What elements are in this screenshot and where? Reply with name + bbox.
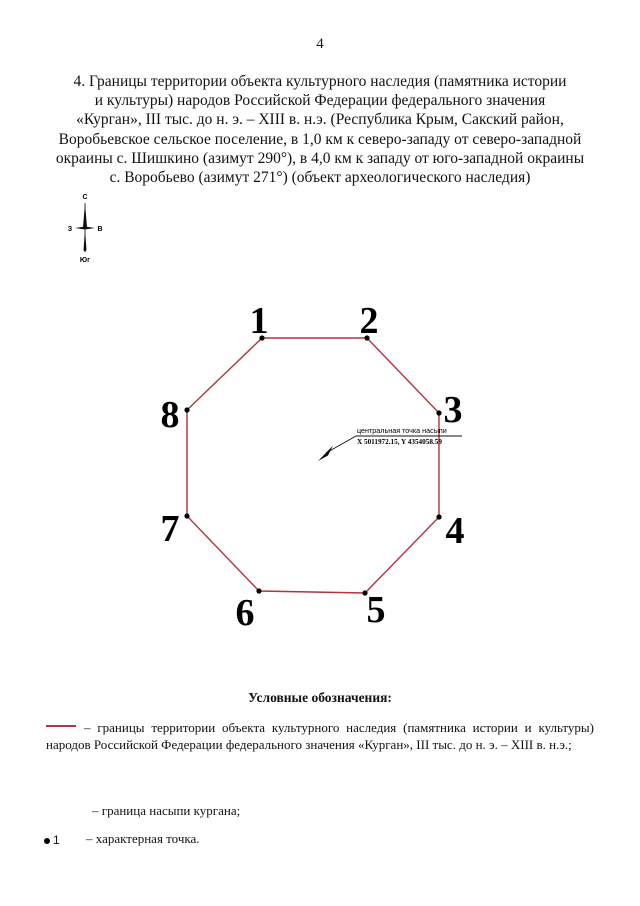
characteristic-point bbox=[161, 508, 190, 550]
point-label: 3 bbox=[443, 389, 463, 431]
compass-north-label: С bbox=[82, 194, 88, 201]
characteristic-point bbox=[236, 588, 262, 634]
center-arrow-icon bbox=[318, 446, 333, 462]
legend-title: Условные обозначения: bbox=[248, 690, 392, 705]
heading-line: окраины с. Шишкино (азимут 290°), в 4,0 км к западу от юго-западной окраины bbox=[55, 149, 585, 167]
center-point-callout bbox=[318, 426, 462, 461]
page-number: 4 bbox=[316, 36, 324, 52]
point-label: 2 bbox=[359, 300, 379, 342]
point-dot-icon bbox=[44, 838, 50, 844]
point-label: 1 bbox=[249, 300, 269, 342]
heading-line: с. Воробьево (азимут 271°) (объект археологического наследия) bbox=[109, 169, 531, 187]
legend-point-sample: 1 bbox=[53, 833, 60, 847]
legend-point-symbol bbox=[44, 832, 60, 848]
legend-boundary-text: – границы территории объекта культурного наследия (памятника истории и культуры) народов Российской Федерации федерального значения «Курган», III тыс. до н. э. – XIII в. н.э.; bbox=[46, 720, 594, 752]
legend-point-text: – характерная точка. bbox=[86, 831, 200, 846]
heading-line: и культуры) народов Российской Федерации федерального значения bbox=[94, 92, 546, 110]
point-label: 7 bbox=[160, 508, 180, 550]
center-point-coordinates: X 5011972.15, Y 4354058.59 bbox=[357, 438, 442, 446]
point-label: 6 bbox=[235, 592, 255, 634]
compass-south-label: Юг bbox=[79, 257, 91, 264]
characteristic-point bbox=[161, 394, 190, 436]
characteristic-point bbox=[250, 300, 269, 342]
boundary-polygon bbox=[187, 338, 439, 593]
characteristic-point bbox=[436, 510, 464, 552]
characteristic-point bbox=[360, 300, 379, 342]
legend-mound-text: – граница насыпи кургана; bbox=[92, 803, 241, 818]
heading-line: «Курган», III тыс. до н. э. – XIII в. н.э. (Республика Крым, Сакский район, bbox=[76, 111, 564, 129]
center-point-label: центральная точка насыпи bbox=[357, 426, 447, 435]
heading-line: 4. Границы территории объекта культурного наследия (памятника истории bbox=[73, 73, 567, 90]
heading-line: Воробьевское сельское поселение, в 1,0 км к северо-западу от северо-западной bbox=[58, 130, 582, 148]
compass-west-label: З bbox=[67, 226, 73, 233]
point-label: 8 bbox=[160, 394, 180, 436]
characteristic-point bbox=[436, 389, 462, 431]
point-label: 4 bbox=[445, 510, 465, 552]
characteristic-point bbox=[362, 589, 385, 631]
point-label: 5 bbox=[366, 589, 386, 631]
compass-east-label: В bbox=[97, 226, 103, 233]
